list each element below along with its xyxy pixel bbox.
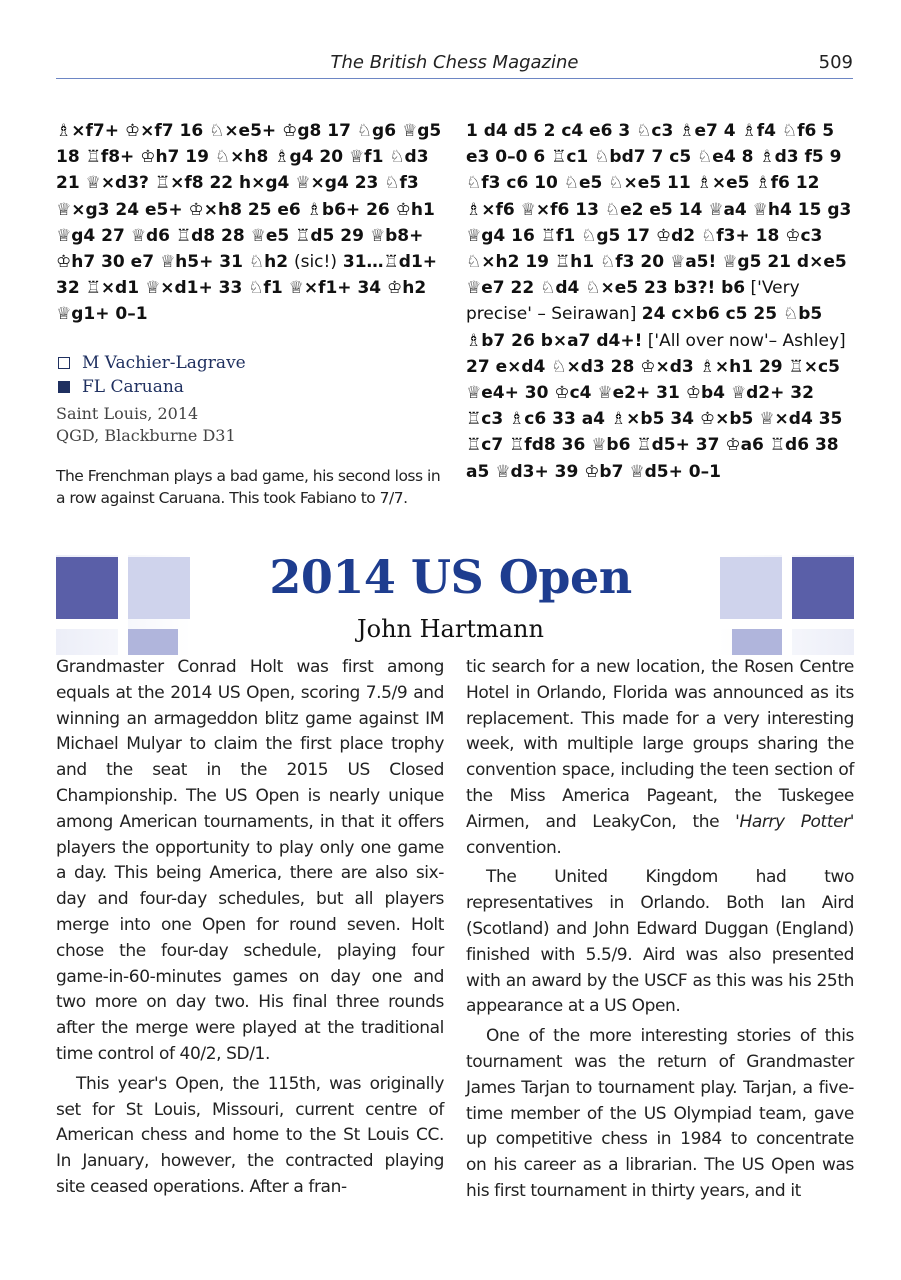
white-square-icon xyxy=(58,357,70,369)
paragraph-text: convention. xyxy=(466,837,562,858)
game1-moves-part2: 31…♖d1+ 32 ♖×d1 ♕×d1+ 33 ♘f1 ♕×f1+ 34 ♔h2 ♕g1+ 0–1 xyxy=(56,252,438,325)
game2-moves-part3: 27 e×d4 ♘×d3 28 ♔×d3 ♗×h1 29 ♖×c5 ♕e4+ 30 ♔c4 ♕e2+ 31 ♔b4 ♕d2+ 32 ♖c3 ♗c6 33 a4 ♗×b5 34 ♔×b5 ♕×d4 35 ♖c7 ♖fd8 36 ♕b6 ♖d5+ 37 ♔a6 ♖d6 38 a5 ♕d3+ 39 ♔b7 ♕d5+ 0–1 xyxy=(466,356,843,482)
italic-title: 'Harry Potter' xyxy=(735,811,855,832)
article-body-left xyxy=(56,655,444,1201)
game1-annotation: (sic!) xyxy=(293,252,337,273)
article-author: John Hartmann xyxy=(357,615,544,643)
article-body-right xyxy=(466,655,854,1205)
body-paragraph: This year's Open, the 115th, was originally set for St Louis, Missouri, current centre of American chess and home to the St Louis CC. In January, however, the contracted playing site ceased operations. After a fran- xyxy=(56,1073,444,1197)
game2-moves-part1: 1 d4 d5 2 c4 e6 3 ♘c3 ♗e7 4 ♗f4 ♘f6 5 e3 0–0 6 ♖c1 ♘bd7 7 c5 ♘e4 8 ♗d3 f5 9 ♘f3 c6 10 ♘e5 ♘×e5 11 ♗×e5 ♗f6 12 ♗×f6 ♕×f6 13 ♘e2 e5 14 ♕a4 ♕h4 15 g3 ♕g4 16 ♖f1 ♘g5 17 ♔d2 ♘f3+ 18 ♔c3 ♘×h2 19 ♖h1 ♘f3 20 ♕a5! ♕g5 21 d×e5 ♕e7 22 ♘d4 ♘×e5 23 b3?! b6 xyxy=(466,121,852,299)
paragraph-text: tic search for a new location, the Rosen Centre Hotel in Orlando, Florida was announced as its replacement. This made for a very interesting week, with multiple large groups sharing the convention space, including the teen section of the Miss America Pageant, the Tuskegee Airmen, and LeakyCon, the xyxy=(466,657,854,832)
white-player xyxy=(56,351,446,375)
game1-moves-part1: ♗×f7+ ♔×f7 16 ♘×e5+ ♔g8 17 ♘g6 ♕g5 18 ♖f8+ ♔h7 19 ♘×h8 ♗g4 20 ♕f1 ♘d3 21 ♕×d3? ♖×f8 22 h×g4 ♕×g4 23 ♘f3 ♕×g3 24 e5+ ♔×h8 25 e6 ♗b6+ 26 ♔h1 ♕g4 27 ♕d6 ♖d8 28 ♕e5 ♖d5 29 ♕b8+ ♔h7 30 e7 ♕h5+ 31 ♘h2 xyxy=(56,121,442,273)
body-paragraph: One of the more interesting stories of this tournament was the return of Grandmaster James Tarjan to tournament play. Tarjan, a five-time member of the US Olympiad team, gave up competitive chess in 1984 to concentrate on his career as a librarian. The US Open was his first tournament in thirty years, and it xyxy=(466,1026,854,1201)
black-player-name: FL Caruana xyxy=(82,377,184,397)
game-intro: The Frenchman plays a bad game, his second loss in a row against Caruana. This took Fabiano to 7/7. xyxy=(56,467,441,507)
game2-moves xyxy=(466,118,854,485)
running-header xyxy=(56,50,853,79)
game2-comment-2: ['All over now'– Ashley] xyxy=(642,330,846,351)
body-paragraph xyxy=(466,655,854,861)
magazine-title: The British Chess Magazine xyxy=(330,52,579,73)
game-event: Saint Louis, 2014 xyxy=(56,404,199,423)
game1-moves xyxy=(56,118,444,328)
white-player-name: M Vachier-Lagrave xyxy=(82,353,246,373)
game2-moves-part2: 24 c×b6 c5 25 ♘b5 ♗b7 26 b×a7 d4+! xyxy=(466,304,823,351)
article-title: 2014 US Open xyxy=(269,550,632,604)
body-paragraph: Grandmaster Conrad Holt was first among equals at the 2014 US Open, scoring 7.5/9 and winning an armageddon blitz game against IM Michael Mulyar to claim the first place trophy and the seat in the 2015 US Closed Championship. The US Open is nearly unique among American tournaments, in that it offers players the opportunity to play only one game a day. This being America, there are also six-day and four-day schedules, but all players merge into one Open for round seven. Holt chose the four-day schedule, playing four game-in-60-minutes games on day one and two more on day two. His final three rounds after the merge were played at the traditional time control of 40/2, SD/1. xyxy=(56,657,444,1064)
game2-comment-1: ['Very precise' – Seirawan] xyxy=(466,278,800,325)
black-square-icon xyxy=(58,381,70,393)
game-opening: QGD, Blackburne D31 xyxy=(56,426,236,445)
page-number: 509 xyxy=(818,52,853,73)
body-paragraph: The United Kingdom had two representatives in Orlando. Both Ian Aird (Scotland) and John Edward Duggan (England) finished with 5.5/9. Aird was also presented with an award by the USCF as this was his 25th appearance at a US Open. xyxy=(466,867,854,1017)
game-header xyxy=(56,351,446,509)
black-player xyxy=(56,375,446,399)
